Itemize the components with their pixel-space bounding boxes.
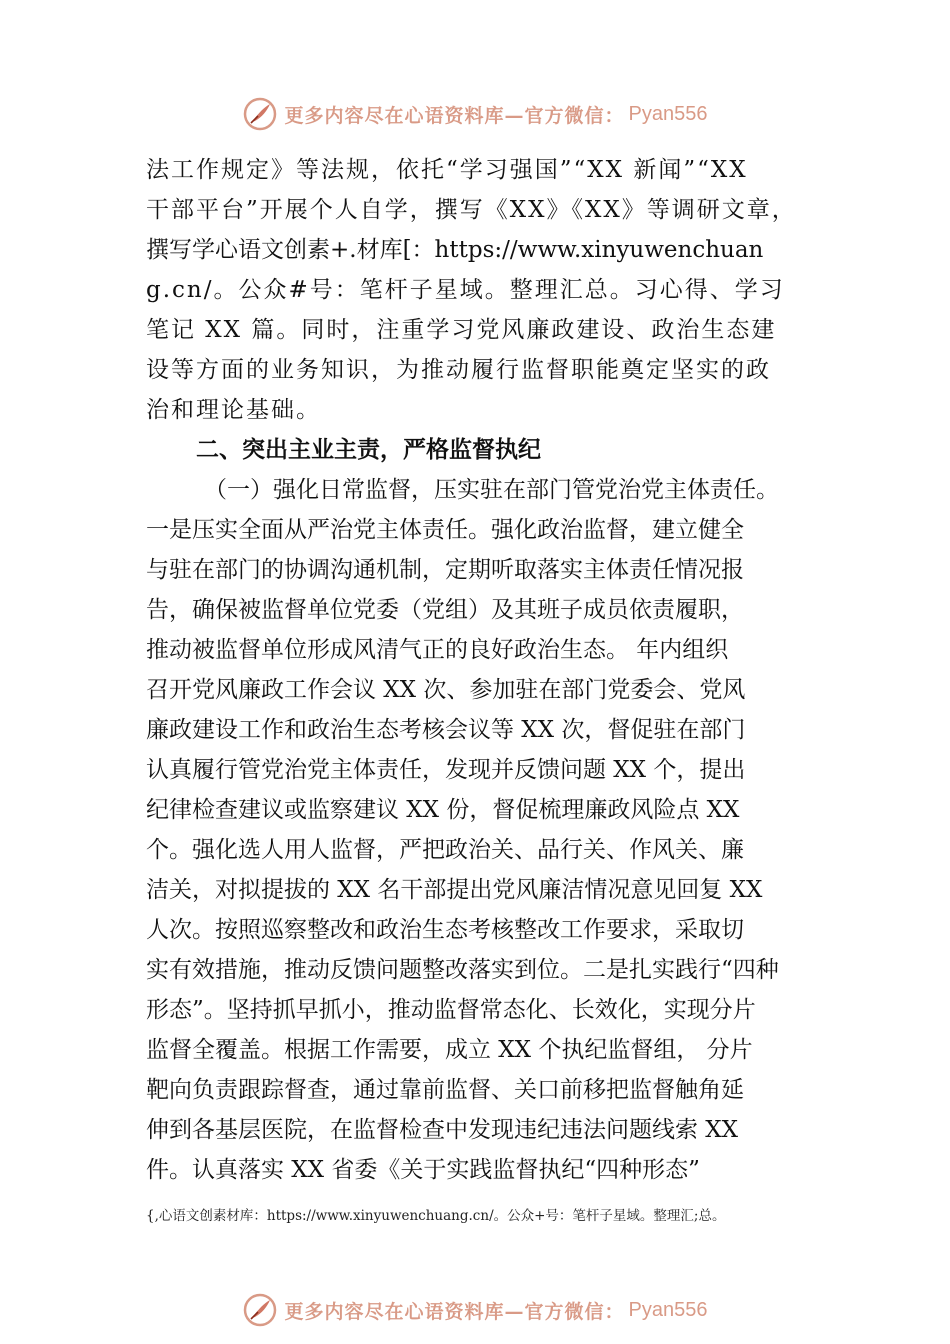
bottom-banner <box>0 1288 950 1332</box>
paragraph-line: 实有效措施，推动反馈问题整改落实到位。二是扎实践行“四种 <box>146 957 779 983</box>
body-line: 干部平台”开展个人自学，撰写《XX》《XX》等调研文章， <box>146 197 797 223</box>
banner-text: 更多内容尽在心语资料库—官方微信： <box>284 104 625 127</box>
paragraph-line: 件。认真落实 XX 省委《关于实践监督执纪“四种形态” <box>146 1157 700 1183</box>
banner-account: Pyan556 <box>628 102 708 125</box>
paragraph-line: 推动被监督单位形成风清气正的良好政治生态。 年内组织 <box>146 637 729 663</box>
footer-note: {,心语文创素材库：https://www.xinyuwenchuang.cn/。公众+号：笔杆子星域。整理汇;总。 <box>146 1208 726 1224</box>
paragraph-line: 告，确保被监督单位党委（党组）及其班子成员依责履职， <box>146 597 744 623</box>
banner-text: 更多内容尽在心语资料库—官方微信： <box>284 1300 625 1323</box>
paragraph-line: 靶向负责跟踪督查，通过靠前监督、关口前移把监督触角延 <box>146 1077 744 1103</box>
paragraph-line: 洁关，对拟提拔的 XX 名干部提出党风廉洁情况意见回复 XX <box>146 877 763 903</box>
paragraph-line: 廉政建设工作和政治生态考核会议等 XX 次，督促驻在部门 <box>146 717 746 743</box>
quill-logo-icon <box>243 1293 277 1327</box>
paragraph-line: 监督全覆盖。根据工作需要，成立 XX 个执纪监督组， 分片 <box>146 1037 753 1063</box>
document-body <box>146 150 816 1190</box>
paragraph-line: 认真履行管党治党主体责任，发现并反馈问题 XX 个，提出 <box>146 757 746 783</box>
paragraph-line: 一是压实全面从严治党主体责任。强化政治监督，建立健全 <box>146 517 744 543</box>
body-line: 治和理论基础。 <box>146 397 321 423</box>
paragraph-line: 纪律检查建议或监察建议 XX 份，督促梳理廉政风险点 XX <box>146 797 740 823</box>
body-line: 笔记 XX 篇。同时，注重学习党风廉政建设、政治生态建 <box>146 317 777 343</box>
body-line: 设等方面的业务知识，为推动履行监督职能奠定坚实的政 <box>146 357 771 383</box>
section-heading: 二、突出主业主责，严格监督执纪 <box>196 437 541 463</box>
banner-account: Pyan556 <box>628 1298 708 1321</box>
body-line: 法工作规定》等法规，依托“学习强国”“XX 新闻”“XX <box>146 157 748 183</box>
paragraph-line: 形态”。坚持抓早抓小，推动监督常态化、长效化，实现分片 <box>146 997 756 1023</box>
paragraph-line: （一）强化日常监督，压实驻在部门管党治党主体责任。 <box>204 477 779 503</box>
body-line: g.cn/。公众#号：笔杆子星域。整理汇总。习心得、学习 <box>146 277 785 303</box>
paragraph-line: 与驻在部门的协调沟通机制，定期听取落实主体责任情况报 <box>146 557 744 583</box>
paragraph-line: 人次。按照巡察整改和政治生态考核整改工作要求，采取切 <box>146 917 744 943</box>
quill-logo-icon <box>243 97 277 131</box>
body-line: 撰写学心语文创素+.材库[：https://www.xinyuwenchuan <box>146 237 764 263</box>
paragraph-line: 个。强化选人用人监督，严把政治关、品行关、作风关、廉 <box>146 837 744 863</box>
top-banner <box>0 92 950 136</box>
paragraph-line: 伸到各基层医院，在监督检查中发现违纪违法问题线索 XX <box>146 1117 739 1143</box>
paragraph-line: 召开党风廉政工作会议 XX 次、参加驻在部门党委会、党风 <box>146 677 746 703</box>
